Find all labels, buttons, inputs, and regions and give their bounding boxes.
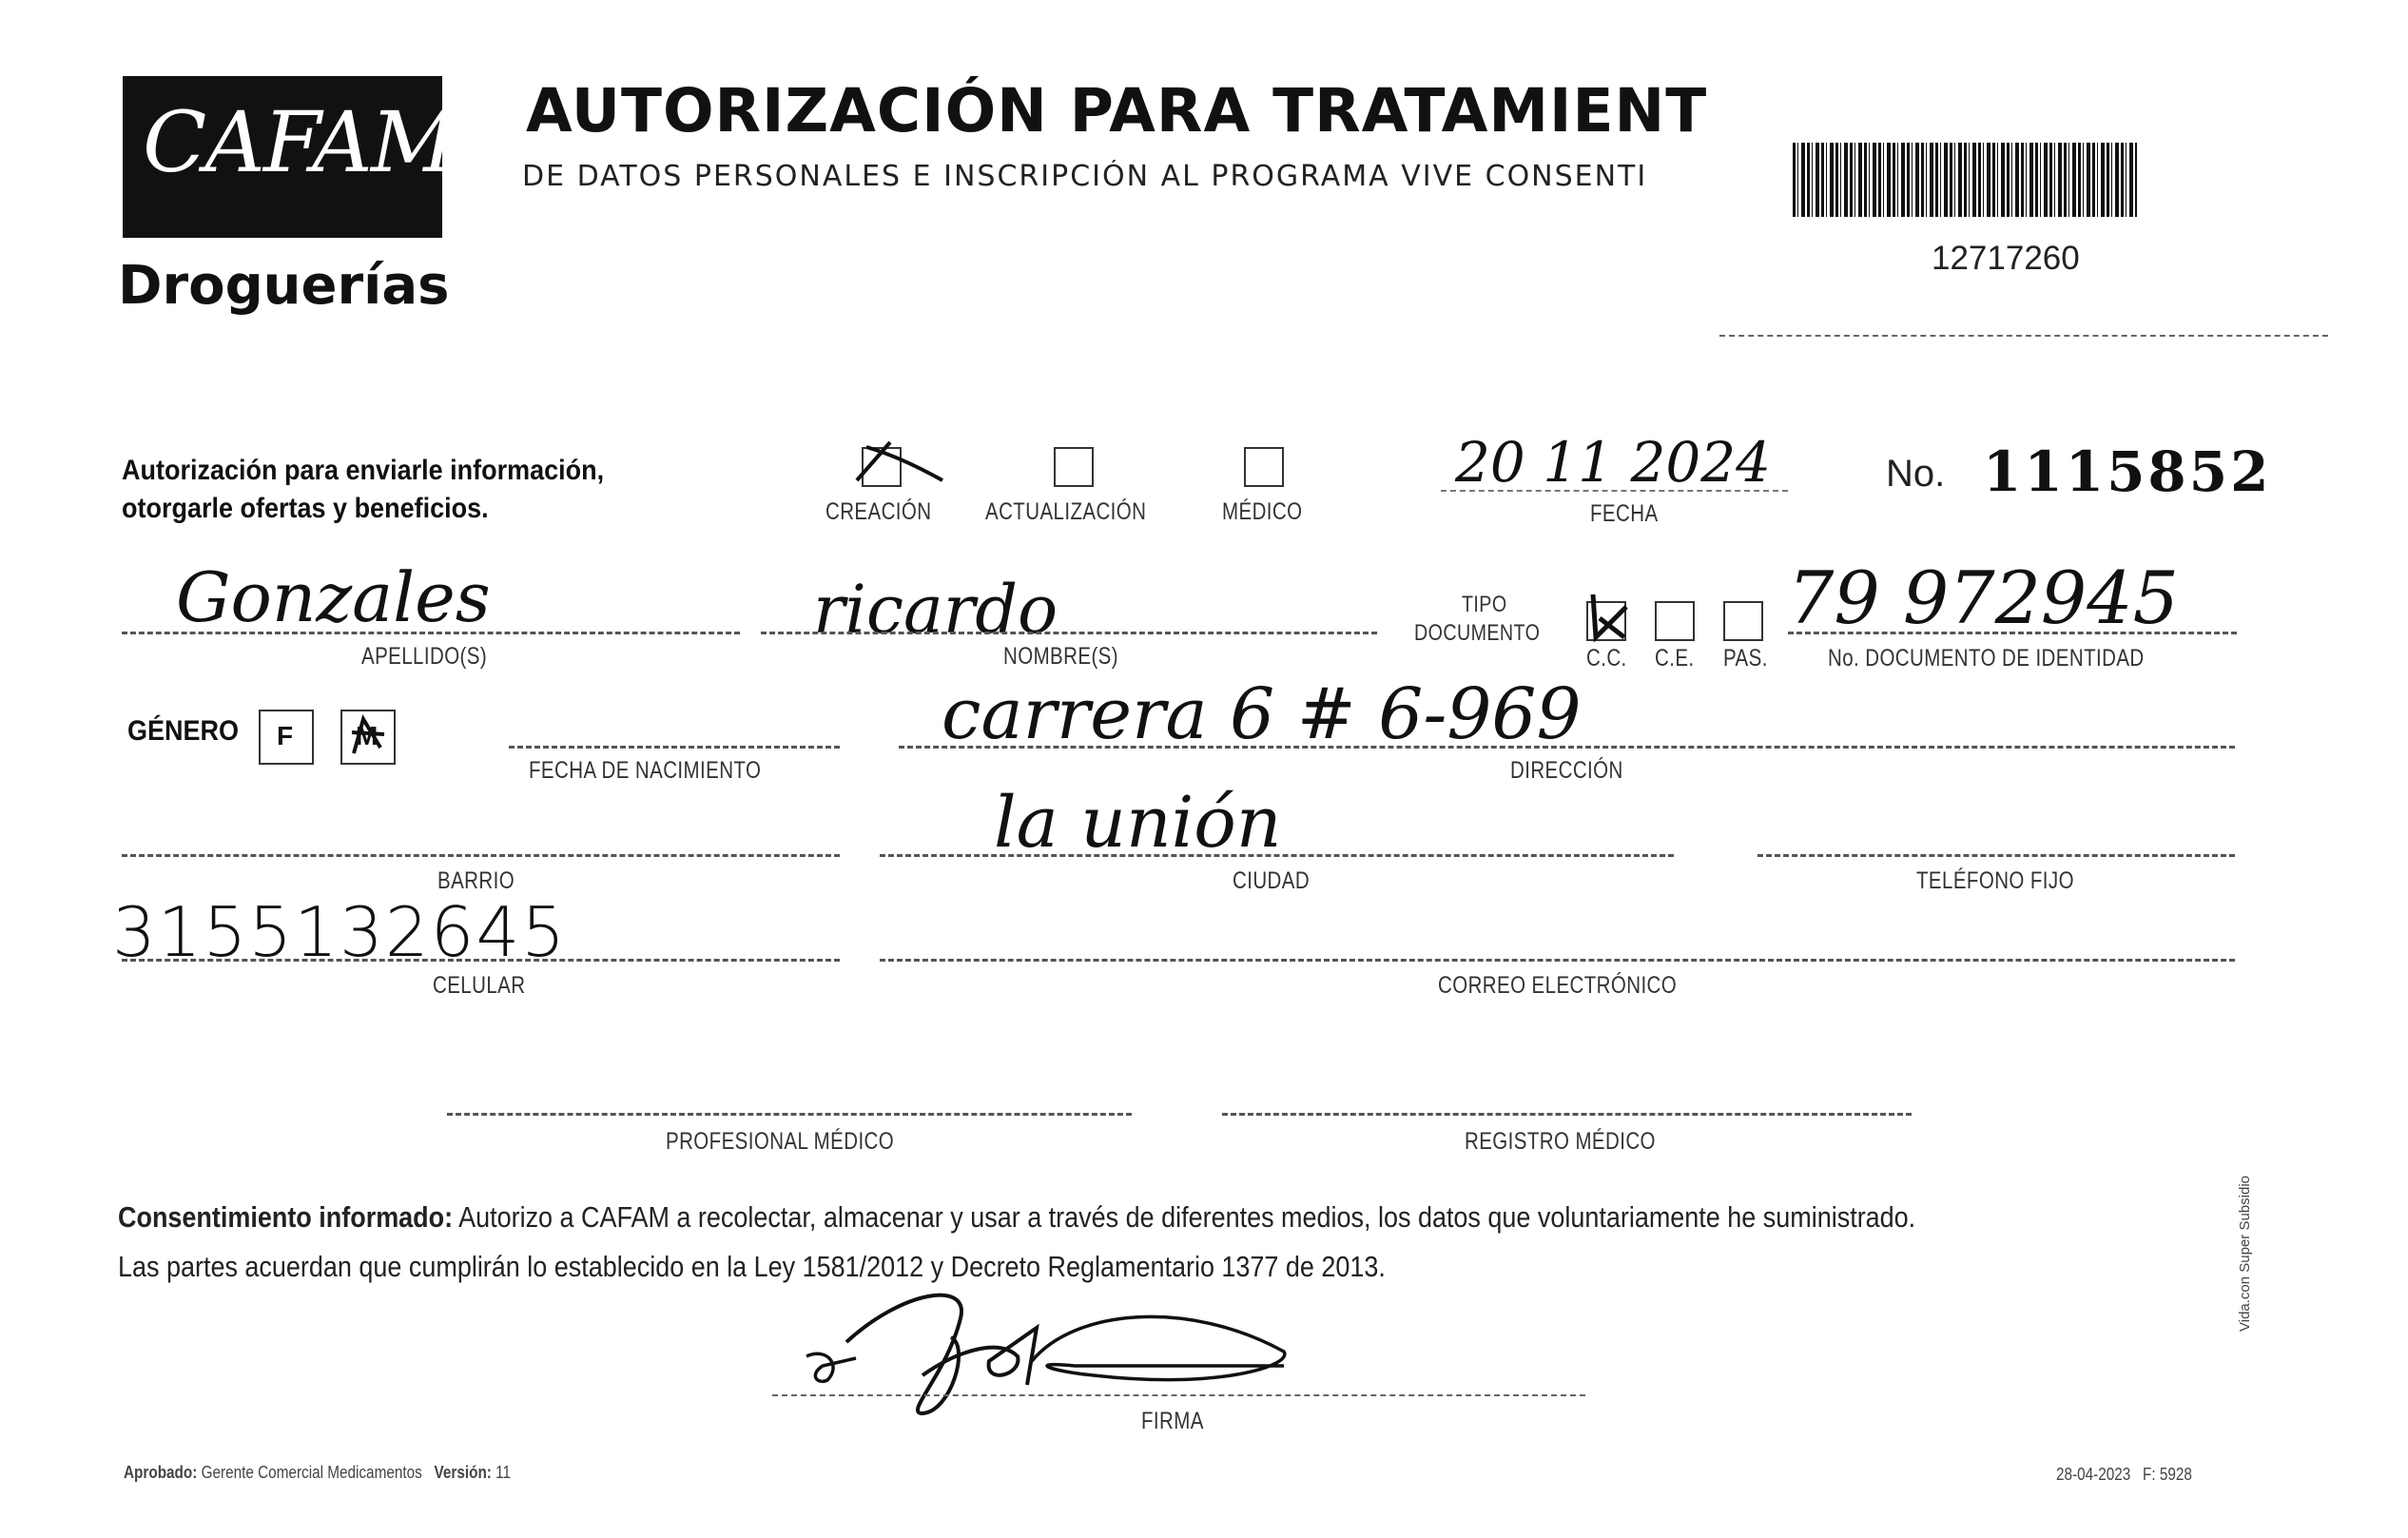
label-medico: MÉDICO xyxy=(1222,498,1303,525)
form-title: AUTORIZACIÓN PARA TRATAMIENT xyxy=(526,76,1708,146)
consent-line-1 xyxy=(118,1200,1915,1235)
divider xyxy=(1719,335,2328,337)
footer-approved xyxy=(124,1463,511,1483)
fecha-nacimiento-line xyxy=(509,746,840,749)
check-mark-icon xyxy=(852,438,957,495)
ciudad-label: CIUDAD xyxy=(1233,867,1311,894)
genero-f-label: F xyxy=(277,721,294,750)
genero-label: GÉNERO xyxy=(127,715,240,747)
date-line xyxy=(1441,490,1788,492)
telefono-label: TELÉFONO FIJO xyxy=(1916,867,2074,894)
check-mark-icon xyxy=(342,711,394,763)
checkbox-medico[interactable] xyxy=(1244,447,1284,487)
fecha-nacimiento-label: FECHA DE NACIMIENTO xyxy=(529,757,762,784)
footer-code: F: 5928 xyxy=(2143,1465,2192,1484)
number-label: No. xyxy=(1886,453,1946,495)
firma-label: FIRMA xyxy=(1141,1408,1204,1434)
barcode xyxy=(1793,143,2137,217)
checkbox-genero-m[interactable] xyxy=(340,710,396,765)
registro-label: REGISTRO MÉDICO xyxy=(1465,1128,1656,1155)
direccion-value[interactable]: carrera 6 # 6-969 xyxy=(942,673,1582,755)
celular-label: CELULAR xyxy=(433,972,526,999)
checkbox-creacion[interactable] xyxy=(862,447,902,487)
ce-label: C.E. xyxy=(1655,645,1695,672)
ciudad-line xyxy=(880,854,1674,857)
form-subtitle: DE DATOS PERSONALES E INSCRIPCIÓN AL PROGRAMA VIVE CONSENTI xyxy=(522,160,1648,193)
footer-date: 28-04-2023 xyxy=(2056,1465,2131,1484)
check-mark-icon xyxy=(1579,590,1636,647)
label-creacion: CREACIÓN xyxy=(825,498,932,525)
profesional-line xyxy=(447,1113,1132,1116)
version-value: 11 xyxy=(495,1463,512,1482)
ciudad-value[interactable]: la unión xyxy=(994,782,1282,864)
footer-date-code xyxy=(2056,1465,2192,1485)
approved-label: Aprobado: xyxy=(124,1463,198,1482)
nombres-line xyxy=(761,632,1377,634)
checkbox-actualizacion[interactable] xyxy=(1054,447,1094,487)
handwritten-signature xyxy=(789,1271,1322,1432)
documento-label: No. DOCUMENTO DE IDENTIDAD xyxy=(1828,645,2145,672)
direccion-label: DIRECCIÓN xyxy=(1510,757,1623,784)
tipo-doc-label-2: DOCUMENTO xyxy=(1414,620,1541,646)
version-label: Versión: xyxy=(434,1463,492,1482)
profesional-label: PROFESIONAL MÉDICO xyxy=(666,1128,895,1155)
checkbox-genero-f[interactable] xyxy=(259,710,314,765)
nombres-label: NOMBRE(S) xyxy=(1003,643,1119,670)
brand-subtitle: Droguerías xyxy=(118,255,450,317)
direccion-line xyxy=(899,746,2235,749)
apellidos-line xyxy=(122,632,740,634)
form-number: 1115852 xyxy=(1983,439,2272,504)
side-note: Vida.con Super Subsidio xyxy=(2237,1175,2253,1332)
firma-line xyxy=(772,1394,1585,1396)
celular-value[interactable]: 3155132645 xyxy=(112,892,568,972)
correo-line xyxy=(880,959,2235,962)
correo-label: CORREO ELECTRÓNICO xyxy=(1438,972,1678,999)
consent-text-1: Autorizo a CAFAM a recolectar, almacenar y usar a través de diferentes medios, los datos que voluntariamente he suministrado. xyxy=(453,1200,1916,1234)
auth-heading-1: Autorización para enviarle información, xyxy=(122,455,605,486)
checkbox-ce[interactable] xyxy=(1655,601,1695,641)
nombres-value[interactable]: ricardo xyxy=(813,571,1058,649)
auth-heading-2: otorgarle ofertas y beneficios. xyxy=(122,493,489,524)
logo-text: CAFAM xyxy=(143,93,455,191)
barrio-label: BARRIO xyxy=(437,867,515,894)
barrio-line xyxy=(122,854,840,857)
apellidos-value[interactable]: Gonzales xyxy=(176,557,491,637)
label-actualizacion: ACTUALIZACIÓN xyxy=(985,498,1147,525)
consent-line-2: Las partes acuerdan que cumplirán lo establecido en la Ley 1581/2012 y Decreto Reglamentario 1377 de 2013. xyxy=(118,1250,1386,1283)
telefono-line xyxy=(1757,854,2235,857)
documento-value[interactable]: 79 972945 xyxy=(1788,555,2179,640)
pas-label: PAS. xyxy=(1723,645,1768,672)
checkbox-cc[interactable] xyxy=(1586,601,1626,641)
barcode-number: 12717260 xyxy=(1932,240,2080,277)
approved-value: Gerente Comercial Medicamentos xyxy=(201,1463,422,1482)
consent-bold: Consentimiento informado: xyxy=(118,1200,454,1234)
documento-line xyxy=(1788,632,2237,634)
genero-m-label: M xyxy=(356,721,379,750)
registro-line xyxy=(1222,1113,1912,1116)
tipo-doc-label-1: TIPO xyxy=(1462,592,1507,617)
date-value[interactable]: 20 11 2024 xyxy=(1455,430,1772,495)
cc-label: C.C. xyxy=(1586,645,1627,672)
apellidos-label: APELLIDO(S) xyxy=(361,643,488,670)
celular-line xyxy=(122,959,840,962)
checkbox-pas[interactable] xyxy=(1723,601,1763,641)
date-label: FECHA xyxy=(1590,500,1659,527)
